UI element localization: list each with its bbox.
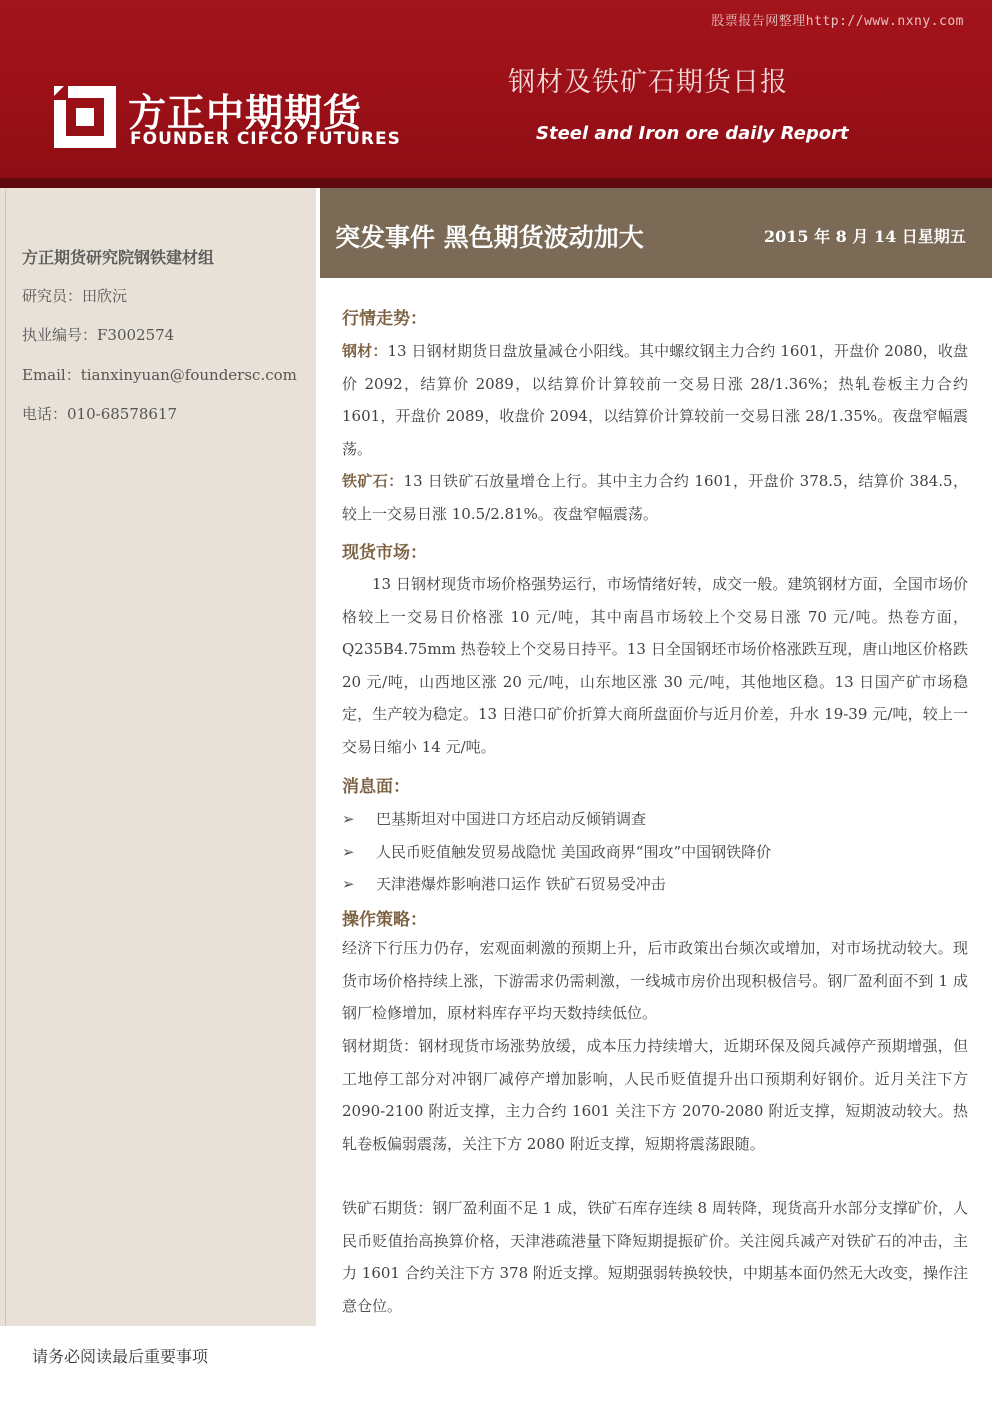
steel-paragraph xyxy=(342,335,968,465)
sidebar-divider xyxy=(5,190,6,1326)
watermark-text: 股票报告网整理http://www.nxny.com xyxy=(711,14,964,29)
brand-name-cn: 方正中期期货 xyxy=(128,91,363,135)
strategy-ore-paragraph: 铁矿石期货：钢厂盈利面不足 1 成，铁矿石库存连续 8 周转降，现货高升水部分支撑矿价，人民币贬值抬高换算价格，天津港疏港量下降短期提振矿价。关注阅兵减产对铁矿石的冲击，主力 1601 合约关注下方 378 附近支撑。短期强弱转换较快，中期基本面仍然无大改变，操作注意仓位。 xyxy=(342,1199,968,1315)
analyst-name: 研究员：田欣沅 xyxy=(22,287,128,305)
section-heading-market: 行情走势： xyxy=(342,309,427,329)
strategy-macro-paragraph: 经济下行压力仍存，宏观面刺激的预期上升，后市政策出台频次或增加，对市场扰动较大。现货市场价格持续上涨，下游需求仍需刺激，一线城市房价出现积极信号。钢厂盈利面不到 1 成钢厂检修增加，原材料库存平均天数持续低位。 xyxy=(342,939,968,1022)
section-heading-news: 消息面： xyxy=(342,777,410,797)
contact-phone: 电话：010-68578617 xyxy=(22,405,178,423)
report-subtitle: Steel and Iron ore daily Report xyxy=(536,123,849,144)
news-item: ➢ 人民币贬值触发贸易战隐忧 美国政商界“围攻”中国钢铁降价 xyxy=(342,843,772,861)
brand-name-en: FOUNDER CIFCO FUTURES xyxy=(130,129,401,149)
headline-title: 突发事件 黑色期货波动加大 xyxy=(335,223,644,252)
ore-label: 铁矿石： xyxy=(342,472,404,490)
header-divider xyxy=(0,178,992,188)
license-number: 执业编号：F3002574 xyxy=(22,326,175,344)
report-date: 2015 年 8 月 14 日星期五 xyxy=(764,227,966,246)
footer-notice: 请务必阅读最后重要事项 xyxy=(32,1347,209,1366)
news-item: ➢ 巴基斯坦对中国进口方坯启动反倾销调查 xyxy=(342,810,647,828)
steel-label: 钢材： xyxy=(342,342,388,360)
arrow-bullet-icon: ➢ xyxy=(342,810,355,828)
news-item: ➢ 天津港爆炸影响港口运作 铁矿石贸易受冲击 xyxy=(342,875,666,893)
section-heading-strategy: 操作策略： xyxy=(342,910,427,930)
sidebar xyxy=(0,188,316,1326)
strategy-steel-paragraph: 钢材期货：钢材现货市场涨势放缓，成本压力持续增大，近期环保及阅兵减停产预期增强，但工地停工部分对冲钢厂减停产增加影响，人民币贬值提升出口预期利好钢价。近月关注下方 2090-2100 附近支撑，主力合约 1601 关注下方 2070-2080 附近支撑，短期波动较大。热轧卷板偏弱震荡，关注下方 2080 附近支撑，短期将震荡跟随。 xyxy=(342,1037,968,1153)
arrow-bullet-icon: ➢ xyxy=(342,875,355,893)
steel-text: 13 日钢材期货日盘放量减仓小阳线。其中螺纹钢主力合约 1601，开盘价 2080，收盘价 2092，结算价 2089，以结算价计算较前一交易日涨 28/1.36%；热轧卷板主力合约 1601，开盘价 2089，收盘价 2094，以结算价计算较前一交易日涨 28/1.35%。夜盘窄幅震荡。 xyxy=(342,342,968,458)
spot-paragraph: 13 日钢材现货市场价格强势运行，市场情绪好转，成交一般。建筑钢材方面，全国市场价格较上一交易日价格涨 10 元/吨，其中南昌市场较上个交易日涨 70 元/吨。热卷方面，Q235B4.75mm 热卷较上个交易日持平。13 日全国钢坯市场价格涨跌互现，唐山地区价格跌 20 元/吨，山西地区涨 20 元/吨，山东地区涨 30 元/吨，其他地区稳。13 日国产矿市场稳定，生产较为稳定。13 日港口矿价折算大商所盘面价与近月价差，升水 19-39 元/吨，较上一交易日缩小 14 元/吨。 xyxy=(342,575,968,756)
research-team: 方正期货研究院钢铁建材组 xyxy=(22,248,215,267)
contact-email: Email：tianxinyuan@foundersc.com xyxy=(22,366,297,384)
ore-text: 13 日铁矿石放量增仓上行。其中主力合约 1601，开盘价 378.5，结算价 384.5，较上一交易日涨 10.5/2.81%。夜盘窄幅震荡。 xyxy=(342,472,968,523)
report-title: 钢材及铁矿石期货日报 xyxy=(508,67,788,98)
section-heading-spot: 现货市场： xyxy=(342,543,427,563)
arrow-bullet-icon: ➢ xyxy=(342,843,355,861)
founder-logo-icon xyxy=(54,86,116,148)
ore-paragraph xyxy=(342,465,968,530)
